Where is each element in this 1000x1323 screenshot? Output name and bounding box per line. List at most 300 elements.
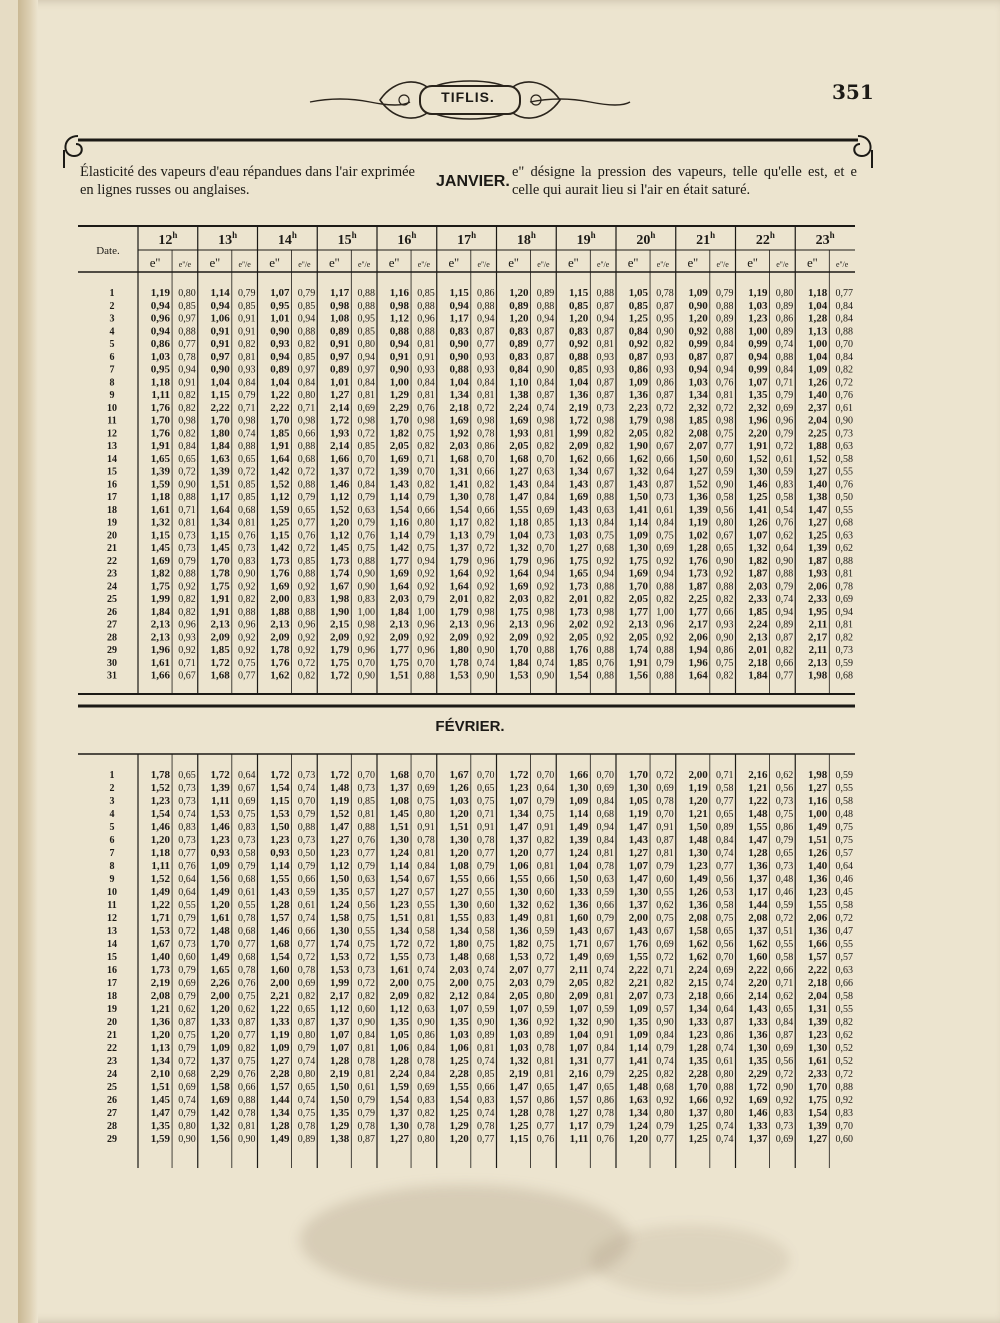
value-ratio: 0,70 <box>716 952 734 963</box>
value-e: 1,91 <box>748 440 768 452</box>
value-ratio: 0,79 <box>656 657 674 669</box>
value-e: 2,17 <box>330 990 350 1002</box>
value-e: 1,47 <box>808 503 828 516</box>
value-e: 1,09 <box>628 529 649 542</box>
value-ratio: 0,72 <box>178 466 196 478</box>
value-ratio: 0,69 <box>656 939 674 950</box>
value-ratio: 0,82 <box>178 606 196 618</box>
value-e: 1,30 <box>628 782 649 794</box>
value-ratio: 0,72 <box>357 978 375 989</box>
date-label: 12 <box>107 913 117 924</box>
value-ratio: 0,82 <box>297 339 316 350</box>
value-e: 1,62 <box>688 938 708 950</box>
value-ratio: 0,55 <box>238 900 256 911</box>
value-ratio: 0,76 <box>238 978 256 989</box>
date-label: 17 <box>107 978 117 989</box>
value-e: 1,12 <box>330 491 350 503</box>
value-ratio: 0,75 <box>417 543 435 554</box>
value-e: 0,83 <box>509 350 529 363</box>
value-e: 1,82 <box>389 427 410 440</box>
value-ratio: 0,81 <box>477 390 495 401</box>
value-e: 1,75 <box>509 605 529 618</box>
value-e: 2,08 <box>688 912 708 924</box>
value-ratio: 0,74 <box>775 594 794 605</box>
value-e: 1,54 <box>449 1094 469 1106</box>
value-ratio: 0,68 <box>656 1082 674 1093</box>
value-e: 1,66 <box>330 452 350 465</box>
value-e: 0,83 <box>509 325 529 338</box>
date-label: 12 <box>107 428 117 440</box>
value-ratio: 0,79 <box>716 288 734 299</box>
value-e: 1,62 <box>688 951 708 963</box>
value-ratio: 0,55 <box>835 466 853 478</box>
value-e: 1,41 <box>748 503 768 516</box>
value-ratio: 0,85 <box>297 300 316 312</box>
value-ratio: 0,77 <box>477 848 495 859</box>
value-ratio: 0,72 <box>536 952 555 963</box>
value-e: 0,87 <box>628 350 649 363</box>
value-e: 1,47 <box>509 821 529 833</box>
value-ratio: 0,87 <box>536 390 555 401</box>
value-ratio: 0,94 <box>716 364 734 376</box>
value-e: 1,30 <box>330 925 350 937</box>
value-ratio: 0,94 <box>477 313 495 325</box>
value-ratio: 0,75 <box>417 796 435 807</box>
value-ratio: 0,59 <box>536 926 555 937</box>
date-label: 15 <box>107 466 117 478</box>
date-label: 21 <box>107 543 117 554</box>
value-e: 1,70 <box>270 414 290 427</box>
date-label: 14 <box>107 453 117 465</box>
value-ratio: 0,75 <box>477 939 495 950</box>
value-e: 1,99 <box>330 977 350 989</box>
value-e: 1,50 <box>688 452 708 465</box>
value-e: 1,73 <box>569 580 589 593</box>
value-e: 1,43 <box>569 478 589 491</box>
column-header-hour: 20$^h$ <box>636 230 656 248</box>
value-e: 1,48 <box>748 808 768 820</box>
value-ratio: 0,82 <box>357 991 375 1002</box>
value-e: 1,42 <box>210 1107 230 1119</box>
subheader-e: e'' <box>269 255 280 270</box>
value-ratio: 0,86 <box>775 313 794 325</box>
value-e: 1,22 <box>150 899 171 911</box>
value-e: 1,30 <box>688 847 708 859</box>
value-ratio: 0,88 <box>716 326 734 338</box>
value-e: 1,70 <box>210 554 230 567</box>
subheader-ratio: e''/e <box>836 260 849 269</box>
value-ratio: 0,87 <box>716 351 734 363</box>
date-label: 27 <box>107 619 117 631</box>
value-ratio: 0,72 <box>835 913 853 924</box>
subheader-ratio: e''/e <box>178 260 192 269</box>
value-ratio: 0,66 <box>716 991 734 1002</box>
value-e: 2,19 <box>330 1068 350 1080</box>
value-e: 1,98 <box>808 669 828 682</box>
value-e: 1,68 <box>270 938 290 950</box>
value-e: 1,07 <box>748 529 768 542</box>
value-ratio: 0,72 <box>297 543 316 554</box>
value-ratio: 0,84 <box>656 1030 674 1041</box>
value-e: 0,85 <box>569 363 589 376</box>
value-e: 1,28 <box>270 1120 290 1132</box>
value-ratio: 0,73 <box>835 645 853 656</box>
value-e: 2,05 <box>628 631 649 644</box>
value-e: 0,89 <box>330 363 350 376</box>
value-ratio: 0,90 <box>357 1017 375 1028</box>
value-e: 1,53 <box>150 925 171 937</box>
value-e: 2,03 <box>509 977 529 989</box>
value-ratio: 0,71 <box>775 377 794 389</box>
value-ratio: 0,67 <box>596 926 614 937</box>
value-ratio: 0,67 <box>238 783 256 794</box>
value-ratio: 0,84 <box>596 517 614 529</box>
value-e: 1,03 <box>569 529 589 542</box>
value-e: 1,15 <box>210 529 230 542</box>
value-e: 1,12 <box>389 312 410 325</box>
value-ratio: 0,71 <box>297 402 316 414</box>
value-e: 1,07 <box>628 860 649 872</box>
value-ratio: 0,92 <box>178 645 196 656</box>
value-e: 1,52 <box>330 503 350 516</box>
value-e: 2,22 <box>808 964 828 976</box>
value-e: 1,30 <box>748 465 768 478</box>
value-e: 2,09 <box>210 631 230 644</box>
value-e: 2,13 <box>389 618 410 631</box>
value-ratio: 0,96 <box>178 619 196 631</box>
value-ratio: 0,60 <box>835 1134 853 1145</box>
value-ratio: 0,94 <box>596 313 614 325</box>
value-e: 0,83 <box>569 325 589 338</box>
value-e: 1,39 <box>210 465 230 478</box>
value-e: 1,79 <box>449 605 469 618</box>
value-e: 1,36 <box>509 1016 529 1028</box>
value-e: 1,37 <box>509 834 529 846</box>
value-ratio: 0,72 <box>775 441 794 452</box>
value-e: 1,14 <box>389 529 410 542</box>
value-e: 1,33 <box>270 1016 290 1028</box>
value-ratio: 0,98 <box>596 606 614 618</box>
value-e: 1,47 <box>509 1081 529 1093</box>
value-ratio: 0,89 <box>775 326 794 338</box>
value-ratio: 0,70 <box>417 770 435 781</box>
value-e: 1,20 <box>509 847 529 859</box>
value-e: 2,00 <box>449 977 469 989</box>
value-e: 1,36 <box>150 1016 171 1028</box>
value-ratio: 0,88 <box>596 645 614 656</box>
value-ratio: 0,55 <box>835 783 853 794</box>
value-ratio: 0,87 <box>178 1017 196 1028</box>
value-e: 1,48 <box>628 1081 649 1093</box>
date-label: 5 <box>109 339 115 350</box>
value-e: 1,49 <box>150 886 171 898</box>
value-ratio: 0,71 <box>716 770 734 781</box>
value-ratio: 0,82 <box>656 339 674 350</box>
value-e: 1,61 <box>210 912 230 924</box>
value-e: 2,09 <box>569 990 589 1002</box>
value-ratio: 0,96 <box>477 619 495 631</box>
value-ratio: 0,64 <box>238 770 256 781</box>
value-ratio: 0,92 <box>238 645 256 656</box>
value-e: 1,98 <box>330 593 350 605</box>
value-e: 1,25 <box>449 1107 469 1119</box>
value-ratio: 0,88 <box>656 581 674 593</box>
paper-stain <box>300 1185 630 1295</box>
value-ratio: 0,64 <box>775 543 794 554</box>
value-e: 1,14 <box>389 491 410 503</box>
value-ratio: 0,90 <box>178 1134 196 1145</box>
value-e: 1,84 <box>150 605 171 618</box>
value-ratio: 0,81 <box>417 848 435 859</box>
value-ratio: 0,84 <box>357 1030 375 1041</box>
value-ratio: 0,75 <box>716 657 734 669</box>
value-ratio: 0,87 <box>656 835 674 846</box>
value-e: 1,64 <box>270 452 290 465</box>
value-ratio: 0,65 <box>178 453 196 465</box>
value-ratio: 0,73 <box>357 965 375 976</box>
value-ratio: 0,75 <box>536 939 555 950</box>
value-e: 2,20 <box>748 427 768 440</box>
value-e: 1,49 <box>688 873 708 885</box>
value-e: 1,74 <box>330 567 350 580</box>
value-ratio: 0,56 <box>716 939 734 950</box>
value-e: 1,16 <box>389 287 410 299</box>
value-ratio: 0,90 <box>357 670 375 682</box>
value-ratio: 0,58 <box>716 783 734 794</box>
value-e: 1,18 <box>509 516 529 529</box>
value-ratio: 0,84 <box>536 492 555 503</box>
value-ratio: 0,59 <box>477 1004 495 1015</box>
value-e: 1,14 <box>628 1042 649 1054</box>
value-e: 1,15 <box>210 389 230 401</box>
value-e: 0,90 <box>389 363 410 376</box>
value-e: 1,23 <box>808 1029 828 1041</box>
value-e: 1,76 <box>270 656 290 669</box>
value-ratio: 0,67 <box>417 874 435 885</box>
value-ratio: 0,66 <box>596 900 614 911</box>
value-ratio: 0,79 <box>357 517 375 529</box>
value-e: 1,68 <box>389 769 410 781</box>
value-e: 1,49 <box>270 1133 290 1145</box>
value-ratio: 0,64 <box>536 783 555 794</box>
value-ratio: 0,55 <box>835 939 853 950</box>
value-e: 1,07 <box>449 1003 469 1015</box>
value-ratio: 0,88 <box>716 581 734 593</box>
value-e: 1,23 <box>389 899 410 911</box>
value-e: 1,23 <box>330 847 350 859</box>
value-ratio: 0,93 <box>596 364 614 376</box>
value-e: 1,04 <box>569 376 589 389</box>
value-ratio: 0,51 <box>775 926 794 937</box>
subheader-ratio: e''/e <box>716 260 729 269</box>
value-e: 1,00 <box>748 325 768 338</box>
value-ratio: 0,79 <box>357 492 375 503</box>
value-ratio: 0,59 <box>835 657 853 669</box>
date-label: 11 <box>107 415 117 427</box>
value-e: 1,33 <box>748 1120 768 1132</box>
value-e: 1,46 <box>210 821 230 833</box>
value-ratio: 0,87 <box>297 1017 316 1028</box>
value-ratio: 0,68 <box>596 809 614 820</box>
value-ratio: 0,79 <box>297 809 316 820</box>
value-e: 1,42 <box>389 542 410 554</box>
date-label: 5 <box>109 822 115 833</box>
value-ratio: 0,79 <box>297 861 316 872</box>
value-ratio: 0,84 <box>357 479 375 491</box>
value-e: 1,51 <box>389 669 410 682</box>
value-ratio: 0,78 <box>238 1108 256 1119</box>
value-e: 1,70 <box>210 414 230 427</box>
value-e: 1,62 <box>569 452 589 465</box>
value-e: 1,27 <box>509 465 529 478</box>
value-e: 1,28 <box>688 542 708 554</box>
value-ratio: 0,46 <box>835 874 853 885</box>
value-e: 1,70 <box>628 580 649 593</box>
value-ratio: 0,70 <box>536 543 555 554</box>
value-e: 1,91 <box>210 593 230 605</box>
value-e: 1,66 <box>688 1094 708 1106</box>
value-ratio: 0,88 <box>297 479 316 491</box>
value-ratio: 0,76 <box>238 530 256 542</box>
value-ratio: 0,67 <box>656 441 674 452</box>
value-e: 1,10 <box>509 376 529 389</box>
value-ratio: 0,92 <box>716 1095 734 1106</box>
value-e: 1,69 <box>449 414 469 427</box>
value-ratio: 0,88 <box>297 326 316 338</box>
value-ratio: 0,73 <box>238 543 256 554</box>
value-e: 1,25 <box>270 516 290 529</box>
value-e: 1,37 <box>748 925 768 937</box>
date-label: 2 <box>109 783 115 794</box>
value-e: 1,37 <box>330 465 350 478</box>
value-e: 1,36 <box>628 389 649 401</box>
value-e: 1,85 <box>748 605 768 618</box>
value-ratio: 0,58 <box>775 492 794 503</box>
value-ratio: 0,79 <box>596 1121 614 1132</box>
value-ratio: 0,60 <box>178 952 196 963</box>
value-e: 1,03 <box>449 795 469 807</box>
value-ratio: 0,95 <box>357 313 375 325</box>
value-e: 0,89 <box>509 299 529 312</box>
value-ratio: 0,70 <box>835 1121 853 1132</box>
value-e: 2,05 <box>509 440 529 452</box>
value-e: 2,22 <box>270 401 290 414</box>
value-ratio: 0,79 <box>417 530 435 542</box>
value-e: 1,43 <box>569 503 589 516</box>
value-ratio: 0,75 <box>835 822 853 833</box>
value-e: 1,91 <box>150 440 171 452</box>
value-ratio: 0,55 <box>178 900 196 911</box>
value-e: 1,11 <box>151 389 171 401</box>
date-label: 13 <box>107 441 117 452</box>
value-e: 2,15 <box>688 977 708 989</box>
value-e: 1,57 <box>270 1081 290 1093</box>
value-ratio: 0,82 <box>596 428 614 440</box>
value-e: 1,55 <box>449 873 469 885</box>
value-e: 1,70 <box>628 769 649 781</box>
value-e: 1,30 <box>389 1120 410 1132</box>
value-e: 1,32 <box>509 899 529 911</box>
subheader-ratio: e''/e <box>417 260 431 269</box>
value-e: 1,53 <box>330 951 350 963</box>
value-ratio: 0,55 <box>835 504 853 516</box>
value-e: 1,39 <box>688 503 708 516</box>
value-ratio: 0,91 <box>178 377 196 389</box>
value-e: 0,92 <box>569 338 589 350</box>
value-e: 1,68 <box>210 669 230 682</box>
value-e: 1,54 <box>150 808 171 820</box>
value-ratio: 0,58 <box>835 796 853 807</box>
value-ratio: 0,75 <box>656 913 674 924</box>
value-e: 2,03 <box>389 593 410 605</box>
value-e: 1,30 <box>628 542 649 554</box>
value-e: 1,77 <box>628 605 649 618</box>
value-ratio: 0,87 <box>238 1017 256 1028</box>
value-ratio: 0,92 <box>297 632 316 644</box>
column-header-hour: 21$^h$ <box>696 230 716 248</box>
value-ratio: 0,88 <box>835 555 853 567</box>
value-e: 1,03 <box>748 299 768 312</box>
value-e: 1,46 <box>150 821 171 833</box>
value-ratio: 0,75 <box>477 978 495 989</box>
value-ratio: 0,84 <box>357 377 375 389</box>
value-ratio: 0,90 <box>178 479 196 491</box>
value-e: 1,41 <box>628 503 649 516</box>
value-e: 1,55 <box>808 899 828 911</box>
value-ratio: 0,69 <box>417 783 435 794</box>
value-ratio: 0,88 <box>716 300 734 312</box>
value-ratio: 0,96 <box>417 313 435 325</box>
value-e: 0,94 <box>210 299 230 312</box>
value-e: 1,52 <box>270 478 290 491</box>
value-ratio: 0,81 <box>417 339 435 350</box>
value-e: 1,68 <box>509 452 529 465</box>
value-e: 1,15 <box>509 1133 529 1145</box>
value-e: 1,69 <box>748 1094 768 1106</box>
value-e: 1,25 <box>509 1120 529 1132</box>
value-ratio: 0,82 <box>656 1069 674 1080</box>
value-ratio: 0,63 <box>835 530 853 542</box>
value-ratio: 1,00 <box>417 606 435 618</box>
value-e: 1,67 <box>449 769 469 781</box>
value-e: 1,67 <box>150 938 171 950</box>
value-e: 1,04 <box>569 860 589 872</box>
value-ratio: 0,81 <box>835 568 853 580</box>
value-e: 2,08 <box>150 990 171 1002</box>
value-ratio: 0,94 <box>835 606 853 618</box>
value-e: 2,22 <box>628 964 649 976</box>
value-e: 1,98 <box>808 769 828 781</box>
value-ratio: 0,74 <box>716 848 734 859</box>
value-ratio: 0,72 <box>477 543 495 554</box>
value-ratio: 0,70 <box>477 453 495 465</box>
value-ratio: 0,64 <box>656 466 674 478</box>
value-e: 1,50 <box>270 821 290 833</box>
value-ratio: 0,78 <box>477 1121 495 1132</box>
value-ratio: 0,91 <box>417 351 435 363</box>
value-e: 0,91 <box>389 350 410 363</box>
value-e: 1,25 <box>628 312 649 325</box>
date-label: 8 <box>109 861 115 872</box>
value-e: 0,90 <box>449 350 469 363</box>
value-e: 2,20 <box>748 977 768 989</box>
value-ratio: 0,76 <box>716 377 734 389</box>
value-e: 1,12 <box>330 860 350 872</box>
value-e: 1,20 <box>330 516 350 529</box>
value-e: 1,14 <box>270 860 290 872</box>
value-ratio: 0,75 <box>596 530 614 542</box>
value-ratio: 0,62 <box>835 1030 853 1041</box>
